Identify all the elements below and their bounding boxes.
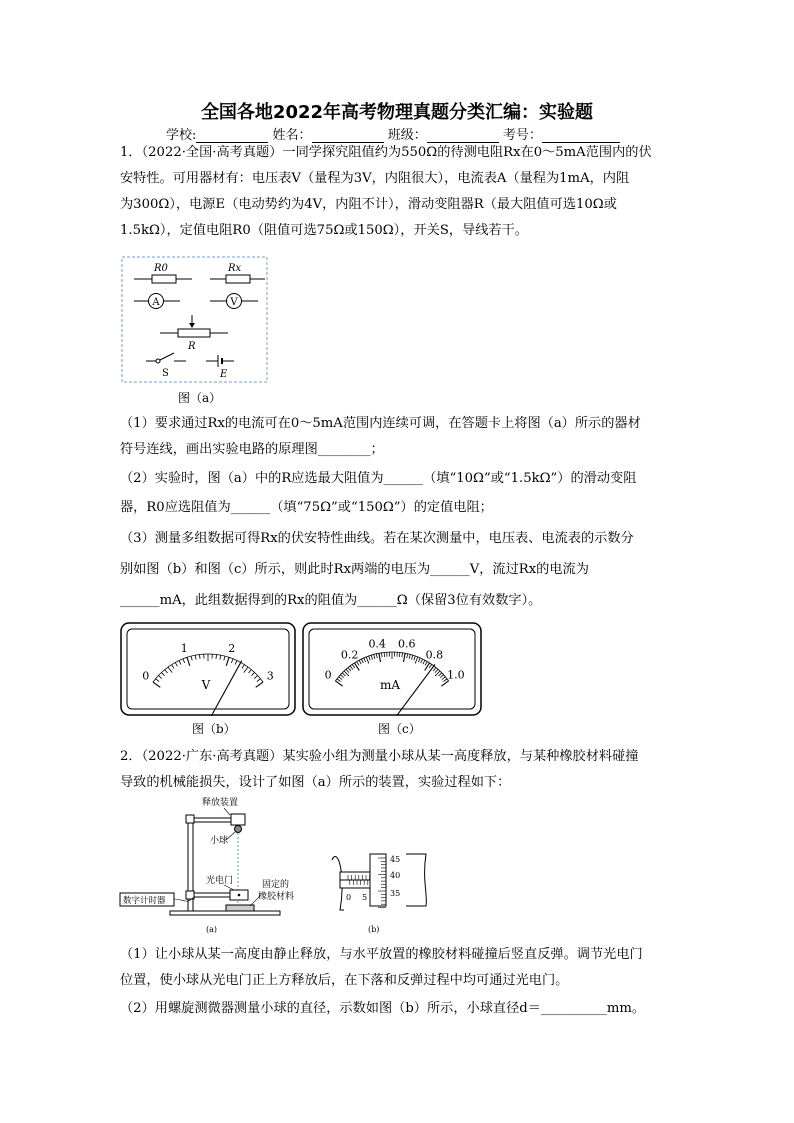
q1-line-2: 安特性。可用器材有：电压表V（量程为3V，内阻很大），电流表A（量程为1mA，内阻 bbox=[120, 171, 630, 186]
rheostat-arrow-icon bbox=[189, 323, 195, 328]
main-scale-0: 0 bbox=[346, 893, 352, 902]
q1-part-3c: ______mA，此组数据得到的Rx的阻值为______Ω（保留3位有效数字）。 bbox=[120, 593, 542, 608]
meter-b-label: 3 bbox=[266, 669, 274, 683]
meter-c-tick bbox=[399, 652, 400, 656]
q1-figure-a-caption: 图（a） bbox=[178, 391, 222, 405]
student-info-row bbox=[166, 124, 620, 143]
school-label: 学校: bbox=[166, 128, 197, 143]
release-pointer bbox=[224, 808, 230, 815]
voltmeter-label: V bbox=[230, 297, 238, 308]
switch-blade bbox=[160, 353, 174, 360]
stand-base bbox=[170, 911, 280, 915]
meter-c-label: 1.0 bbox=[447, 668, 465, 682]
release-device bbox=[231, 814, 245, 825]
school-blank[interactable] bbox=[196, 129, 268, 143]
meter-c-label: 0 bbox=[324, 668, 332, 682]
q2-line-2: 导致的机械能损失，设计了如图（a）所示的装置，实验过程如下： bbox=[120, 775, 511, 790]
q2-figure-a bbox=[118, 795, 318, 937]
photogate-label: 光电门 bbox=[206, 876, 234, 886]
q2-part-1b: 位置，使小球从光电门正上方释放后，在下落和反弹过程中均可通过光电门。 bbox=[120, 973, 569, 988]
q1-part-1a: （1）要求通过Rx的电流可在0～5mA范围内连续可调，在答题卡上将图（a）所示的器材 bbox=[120, 416, 641, 431]
class-blank[interactable] bbox=[427, 129, 499, 143]
micrometer-thimble bbox=[370, 854, 386, 906]
meter-c-label: 0.4 bbox=[368, 637, 386, 651]
q1-part-2b: 器，R0应选阻值为______（填“75Ω”或“150Ω”）的定值电阻； bbox=[120, 500, 493, 515]
q1-part-3b: 别如图（b）和图（c）所示，则此时Rx两端的电压为______V，流过Rx的电流为 bbox=[120, 562, 589, 577]
meter-b-label: 0 bbox=[142, 669, 150, 683]
name-label: 姓名： bbox=[272, 128, 312, 143]
q1-meter-b-caption: 图（b） bbox=[192, 722, 236, 736]
rheostat-label: R bbox=[188, 341, 196, 352]
timer-label: 数字计时器 bbox=[123, 896, 166, 906]
rubber-label-1: 固定的 bbox=[262, 880, 290, 890]
rx-resistor bbox=[226, 275, 250, 283]
rx-label: Rx bbox=[228, 263, 242, 274]
q1-line-4: 1.5kΩ），定值电阻R0（阻值可选75Ω或150Ω），开关S，导线若干。 bbox=[120, 223, 528, 238]
q1-meter-c bbox=[302, 622, 482, 716]
meter-c-label: 0.8 bbox=[425, 648, 444, 662]
q1-line-1: 1．（2022·全国·高考真题）一同学探究阻值约为550Ω的待测电阻Rx在0～5mA范围内的伏 bbox=[120, 145, 652, 160]
switch-contact bbox=[156, 359, 160, 363]
q2-line-1: 2．（2022·广东·高考真题）某实验小组为测量小球从某一高度释放，与某种橡胶材料碰撞 bbox=[120, 749, 639, 764]
meter-b-tick bbox=[199, 655, 200, 659]
r0-label: R0 bbox=[154, 263, 168, 274]
stand-clamp-top bbox=[186, 815, 194, 823]
meter-b-tick bbox=[216, 655, 217, 659]
q1-line-3: 为300Ω），电源E（电动势约为4V，内阻不计），滑动变阻器R（最大阻值可选10Ω或 bbox=[120, 197, 617, 212]
thimble-35: 35 bbox=[390, 889, 401, 898]
rubber-pad bbox=[226, 905, 254, 911]
release-device-label: 释放装置 bbox=[202, 798, 239, 808]
name-blank[interactable] bbox=[312, 129, 384, 143]
meter-c-unit: mA bbox=[379, 678, 401, 692]
q1-part-2a: （2）实验时，图（a）中的R应选最大阻值为______（填“10Ω”或“1.5kΩ”）的滑动变阻 bbox=[120, 471, 637, 486]
q1-part-3a: （3）测量多组数据可得Rx的伏安特性曲线。若在某次测量中，电压表、电流表的示数分 bbox=[120, 531, 634, 546]
exam-no-label: 考号： bbox=[502, 128, 542, 143]
main-scale-5: 5 bbox=[362, 893, 368, 902]
meter-b-unit: V bbox=[201, 678, 211, 692]
meter-b-label: 1 bbox=[180, 641, 188, 655]
q1-meter-c-caption: 图（c） bbox=[378, 722, 421, 736]
photogate-sensor bbox=[238, 894, 241, 897]
class-label: 班级： bbox=[387, 128, 427, 143]
q2-figure-b bbox=[330, 840, 440, 936]
q2-part-2: （2）用螺旋测微器测量小球的直径，示数如图（b）所示，小球直径d＝__________mm。 bbox=[120, 1001, 646, 1016]
stand-arm-top bbox=[188, 818, 234, 822]
meter-b-label: 2 bbox=[228, 641, 236, 655]
q1-meter-b bbox=[120, 622, 296, 716]
meter-c-tick bbox=[384, 652, 385, 656]
exam-no-blank[interactable] bbox=[542, 129, 620, 143]
q1-part-1b: 符号连线，画出实验电路的原理图________； bbox=[120, 442, 384, 457]
meter-b-face bbox=[127, 629, 289, 709]
q2-fig-a-caption: (a) bbox=[206, 925, 218, 934]
ammeter-label: A bbox=[152, 297, 160, 308]
r0-resistor bbox=[152, 275, 176, 283]
gate-arm bbox=[194, 893, 234, 897]
q1-figure-a bbox=[120, 255, 270, 385]
q2-part-1a: （1）让小球从某一高度由静止释放，与水平放置的橡胶材料碰撞后竖直反弹。调节光电门 bbox=[120, 947, 643, 962]
thimble-40: 40 bbox=[390, 871, 401, 880]
switch-label: S bbox=[162, 368, 169, 379]
ball-icon bbox=[235, 826, 242, 833]
rheostat-resistor bbox=[178, 329, 210, 337]
q2-fig-b-caption: (b) bbox=[368, 925, 380, 934]
meter-c-label: 0.2 bbox=[340, 648, 359, 662]
thimble-45: 45 bbox=[390, 855, 401, 864]
micrometer-ratchet bbox=[406, 854, 426, 906]
ball-label: 小球 bbox=[210, 836, 229, 846]
meter-c-label: 0.6 bbox=[398, 637, 416, 651]
rubber-label-2: 橡胶材料 bbox=[258, 892, 295, 902]
battery-label: E bbox=[220, 369, 228, 380]
page-title: 全国各地2022年高考物理真题分类汇编：实验题 bbox=[200, 102, 594, 123]
